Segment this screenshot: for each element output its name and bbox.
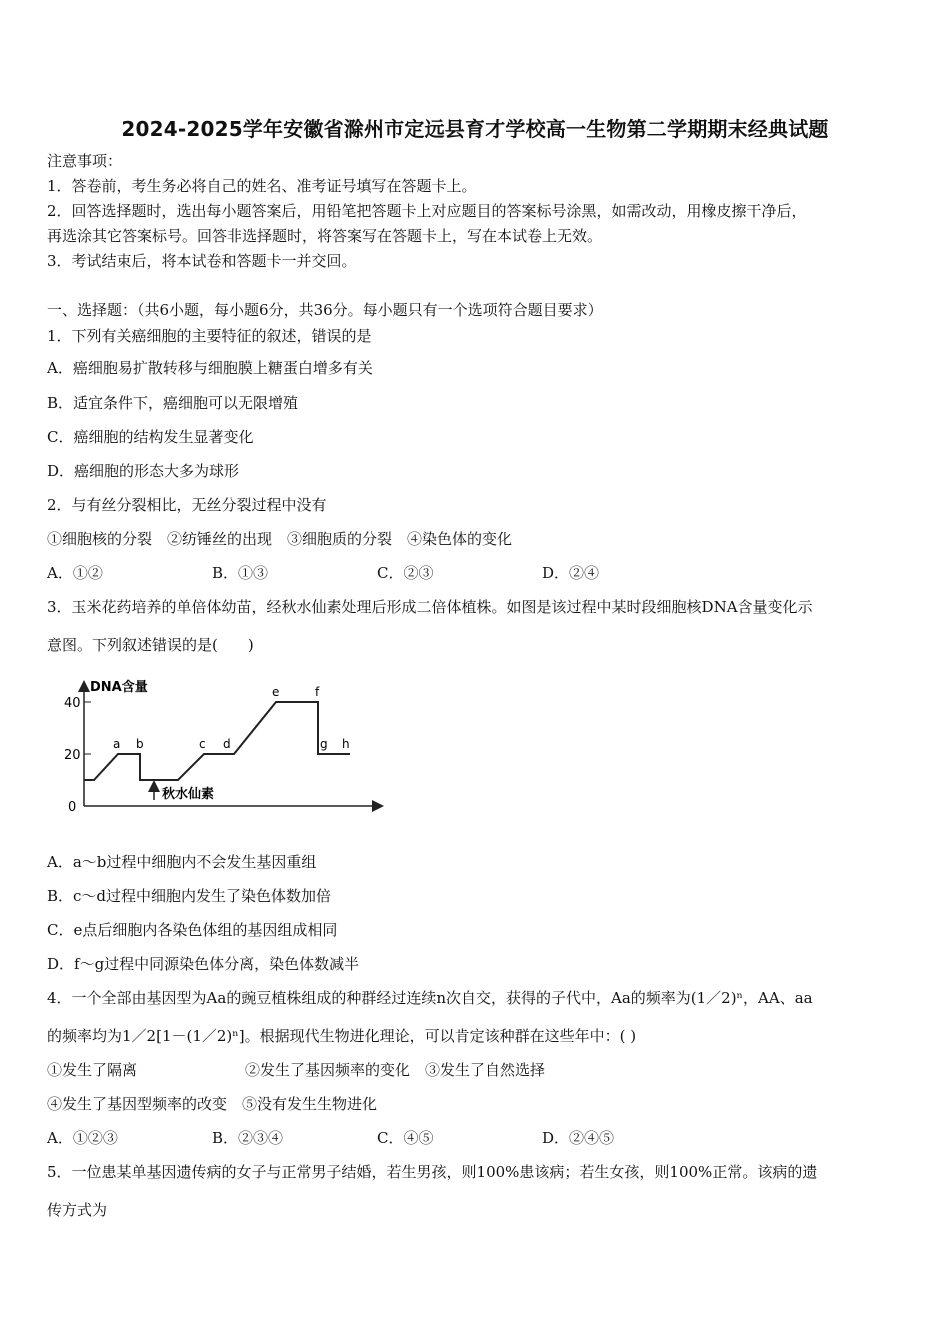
- point-label-e: e: [272, 685, 280, 699]
- question-stem-cont: 传方式为: [47, 1201, 108, 1219]
- option-a: A．a～b过程中细胞内不会发生基因重组: [47, 853, 317, 871]
- y-tick-40: 40: [64, 696, 81, 711]
- choice-b: B．②③④: [212, 1129, 284, 1147]
- point-label-c: c: [199, 737, 206, 751]
- choice-a: A．①②: [47, 564, 103, 582]
- point-label-d: d: [223, 737, 231, 751]
- point-label-a: a: [113, 737, 121, 751]
- question-stem-cont: 的频率均为1／2[1－(1／2)ⁿ]。根据现代生物进化理论，可以肯定该种群在这些年中：( ): [47, 1027, 637, 1045]
- notice-item: 2．回答选择题时，选出每小题答案后，用铅笔把答题卡上对应题目的答案标号涂黑，如需改动，用橡皮擦干净后，: [47, 202, 807, 220]
- y-tick-0: 0: [68, 800, 77, 815]
- choice-c: C．②③: [377, 564, 434, 582]
- option-b: B．c～d过程中细胞内发生了染色体数加倍: [47, 887, 332, 905]
- section-heading: 一、选择题：（共6小题，每小题6分，共36分。每小题只有一个选项符合题目要求）: [47, 301, 603, 319]
- question-stem: 1．下列有关癌细胞的主要特征的叙述，错误的是: [47, 327, 372, 345]
- dna-content-graph: [58, 676, 388, 826]
- notice-item: 再选涂其它答案标号。回答非选择题时，将答案写在答题卡上，写在本试卷上无效。: [47, 227, 603, 245]
- question-stem: 5．一位患某单基因遗传病的女子与正常男子结婚，若生男孩，则100%患该病；若生女孩，则100%正常。该病的遗: [47, 1163, 818, 1181]
- choice-a: A．①②③: [47, 1129, 118, 1147]
- option-b: B．适宜条件下，癌细胞可以无限增殖: [47, 394, 299, 412]
- choice-row: [47, 562, 907, 584]
- dna-curve: [84, 702, 350, 780]
- choice-c: C．④⑤: [377, 1129, 434, 1147]
- point-label-f: f: [315, 685, 320, 699]
- notice-heading: 注意事项：: [47, 152, 123, 170]
- option-c: C．癌细胞的结构发生显著变化: [47, 428, 254, 446]
- statement-row: [47, 1059, 907, 1081]
- question-stem: 2．与有丝分裂相比，无丝分裂过程中没有: [47, 496, 327, 514]
- statement: ①发生了隔离: [47, 1061, 138, 1079]
- option-d: D．f～g过程中同源染色体分离，染色体数减半: [47, 955, 360, 973]
- point-label-h: h: [342, 737, 350, 751]
- point-label-b: b: [136, 737, 144, 751]
- notice-item: 3．考试结束后，将本试卷和答题卡一并交回。: [47, 252, 357, 270]
- option-d: D．癌细胞的形态大多为球形: [47, 462, 240, 480]
- treatment-label: 秋水仙素: [162, 787, 215, 802]
- option-c: C．e点后细胞内各染色体组的基因组成相同: [47, 921, 338, 939]
- y-axis-label: DNA含量: [90, 680, 148, 695]
- question-stem: 4．一个全部由基因型为Aa的豌豆植株组成的种群经过连续n次自交，获得的子代中，Aa的频率为(1／2)ⁿ，AA、aa: [47, 989, 813, 1007]
- statement-row: ④发生了基因型频率的改变 ⑤没有发生生物进化: [47, 1095, 378, 1113]
- point-label-g: g: [320, 737, 328, 751]
- statement: ②发生了基因频率的变化 ③发生了自然选择: [245, 1061, 546, 1079]
- choice-b: B．①③: [212, 564, 269, 582]
- choice-row: [47, 1127, 907, 1149]
- choice-d: D．②④: [542, 564, 600, 582]
- y-tick-20: 20: [64, 748, 81, 763]
- statement-list: ①细胞核的分裂 ②纺锤丝的出现 ③细胞质的分裂 ④染色体的变化: [47, 530, 513, 548]
- page-title: 2024-2025学年安徽省滁州市定远县育才学校高一生物第二学期期末经典试题: [121, 117, 829, 141]
- choice-d: D．②④⑤: [542, 1129, 615, 1147]
- question-stem: 3．玉米花药培养的单倍体幼苗，经秋水仙素处理后形成二倍体植株。如图是该过程中某时段细胞核DNA含量变化示: [47, 598, 813, 616]
- notice-item: 1．答卷前，考生务必将自己的姓名、准考证号填写在答题卡上。: [47, 177, 477, 195]
- question-stem-cont: 意图。下列叙述错误的是( ): [47, 636, 254, 654]
- option-a: A．癌细胞易扩散转移与细胞膜上糖蛋白增多有关: [47, 359, 373, 377]
